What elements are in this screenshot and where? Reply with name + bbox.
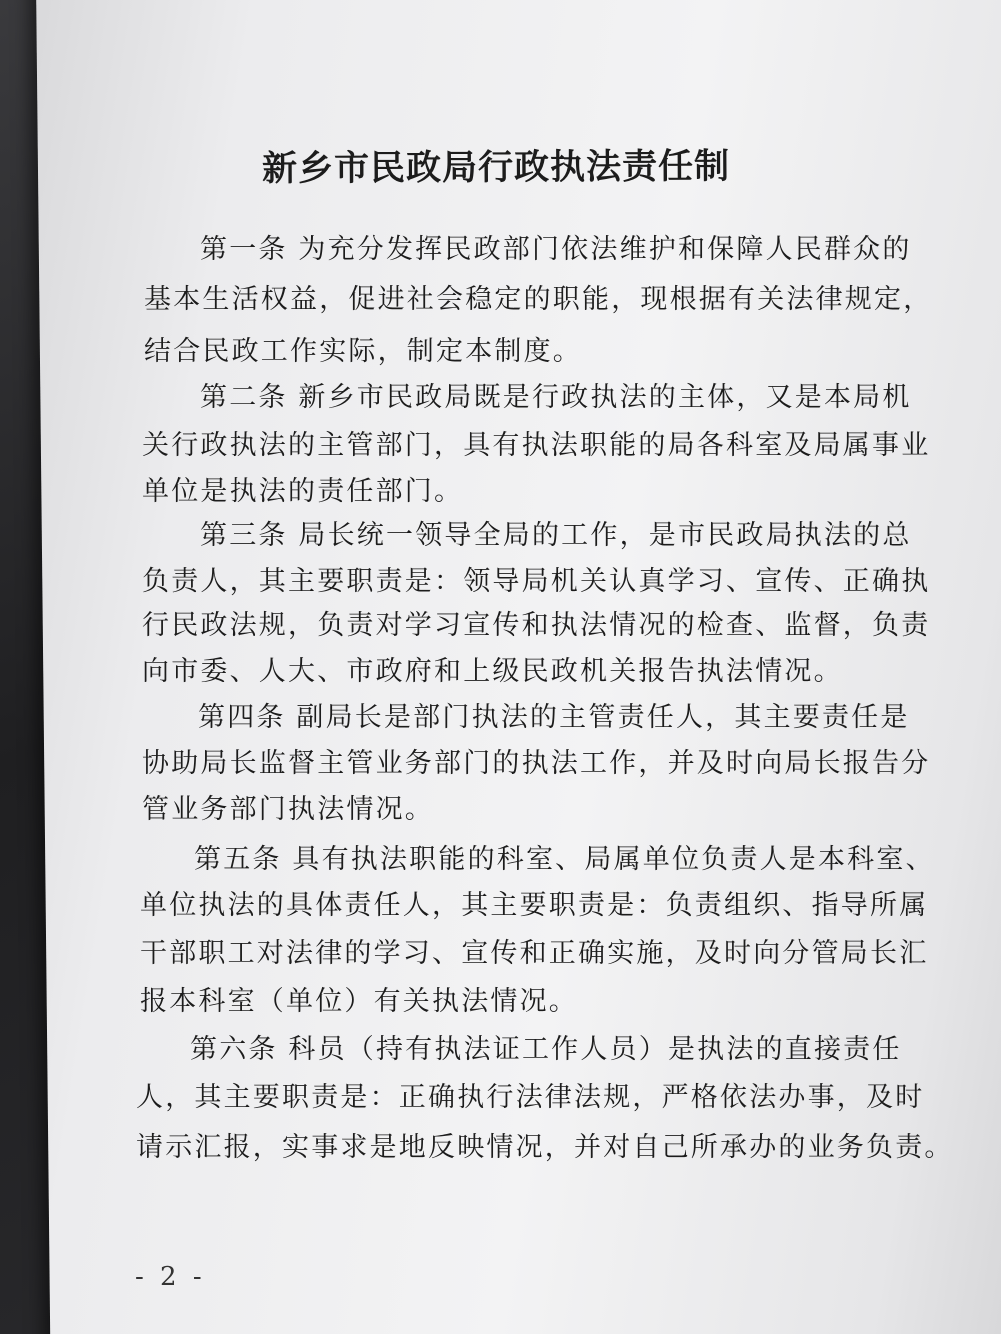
text-line: 单位是执法的责任部门。 <box>142 476 464 507</box>
text-line: 负责人，其主要职责是：领导局机关认真学习、宣传、正确执 <box>142 566 931 597</box>
text-line: 行民政法规，负责对学习宣传和执法情况的检查、监督，负责 <box>142 610 931 641</box>
text-line: 单位执法的具体责任人，其主要职责是：负责组织、指导所属 <box>140 890 929 921</box>
text-line: 第一条 为充分发挥民政部门依法维护和保障人民群众的 <box>200 234 912 265</box>
document-title: 新乡市民政局行政执法责任制 <box>261 145 731 190</box>
text-line: 报本科室（单位）有关执法情况。 <box>140 986 578 1017</box>
text-line: 基本生活权益，促进社会稳定的职能，现根据有关法律规定， <box>144 284 933 315</box>
text-line: 第三条 局长统一领导全局的工作，是市民政局执法的总 <box>200 520 912 551</box>
text-line: 请示汇报，实事求是地反映情况，并对自己所承办的业务负责。 <box>136 1132 954 1163</box>
text-line: 关行政执法的主管部门，具有执法职能的局各科室及局属事业 <box>142 430 931 461</box>
text-line: 管业务部门执法情况。 <box>142 794 434 825</box>
text-line: 干部职工对法律的学习、宣传和正确实施，及时向分管局长汇 <box>140 938 929 969</box>
text-line: 向市委、人大、市政府和上级民政机关报告执法情况。 <box>142 656 843 687</box>
text-line: 第四条 副局长是部门执法的主管责任人，其主要责任是 <box>198 702 910 733</box>
text-line: 第二条 新乡市民政局既是行政执法的主体，又是本局机 <box>200 382 912 413</box>
text-line: 结合民政工作实际，制定本制度。 <box>144 336 582 367</box>
text-line: 人，其主要职责是：正确执行法律法规，严格依法办事，及时 <box>136 1082 925 1113</box>
text-line: 第五条 具有执法职能的科室、局属单位负责人是本科室、 <box>194 844 935 875</box>
page-number: - 2 - <box>135 1262 206 1292</box>
text-line: 协助局长监督主管业务部门的执法工作，并及时向局长报告分 <box>142 748 931 779</box>
text-line: 第六条 科员（持有执法证工作人员）是执法的直接责任 <box>190 1034 902 1065</box>
